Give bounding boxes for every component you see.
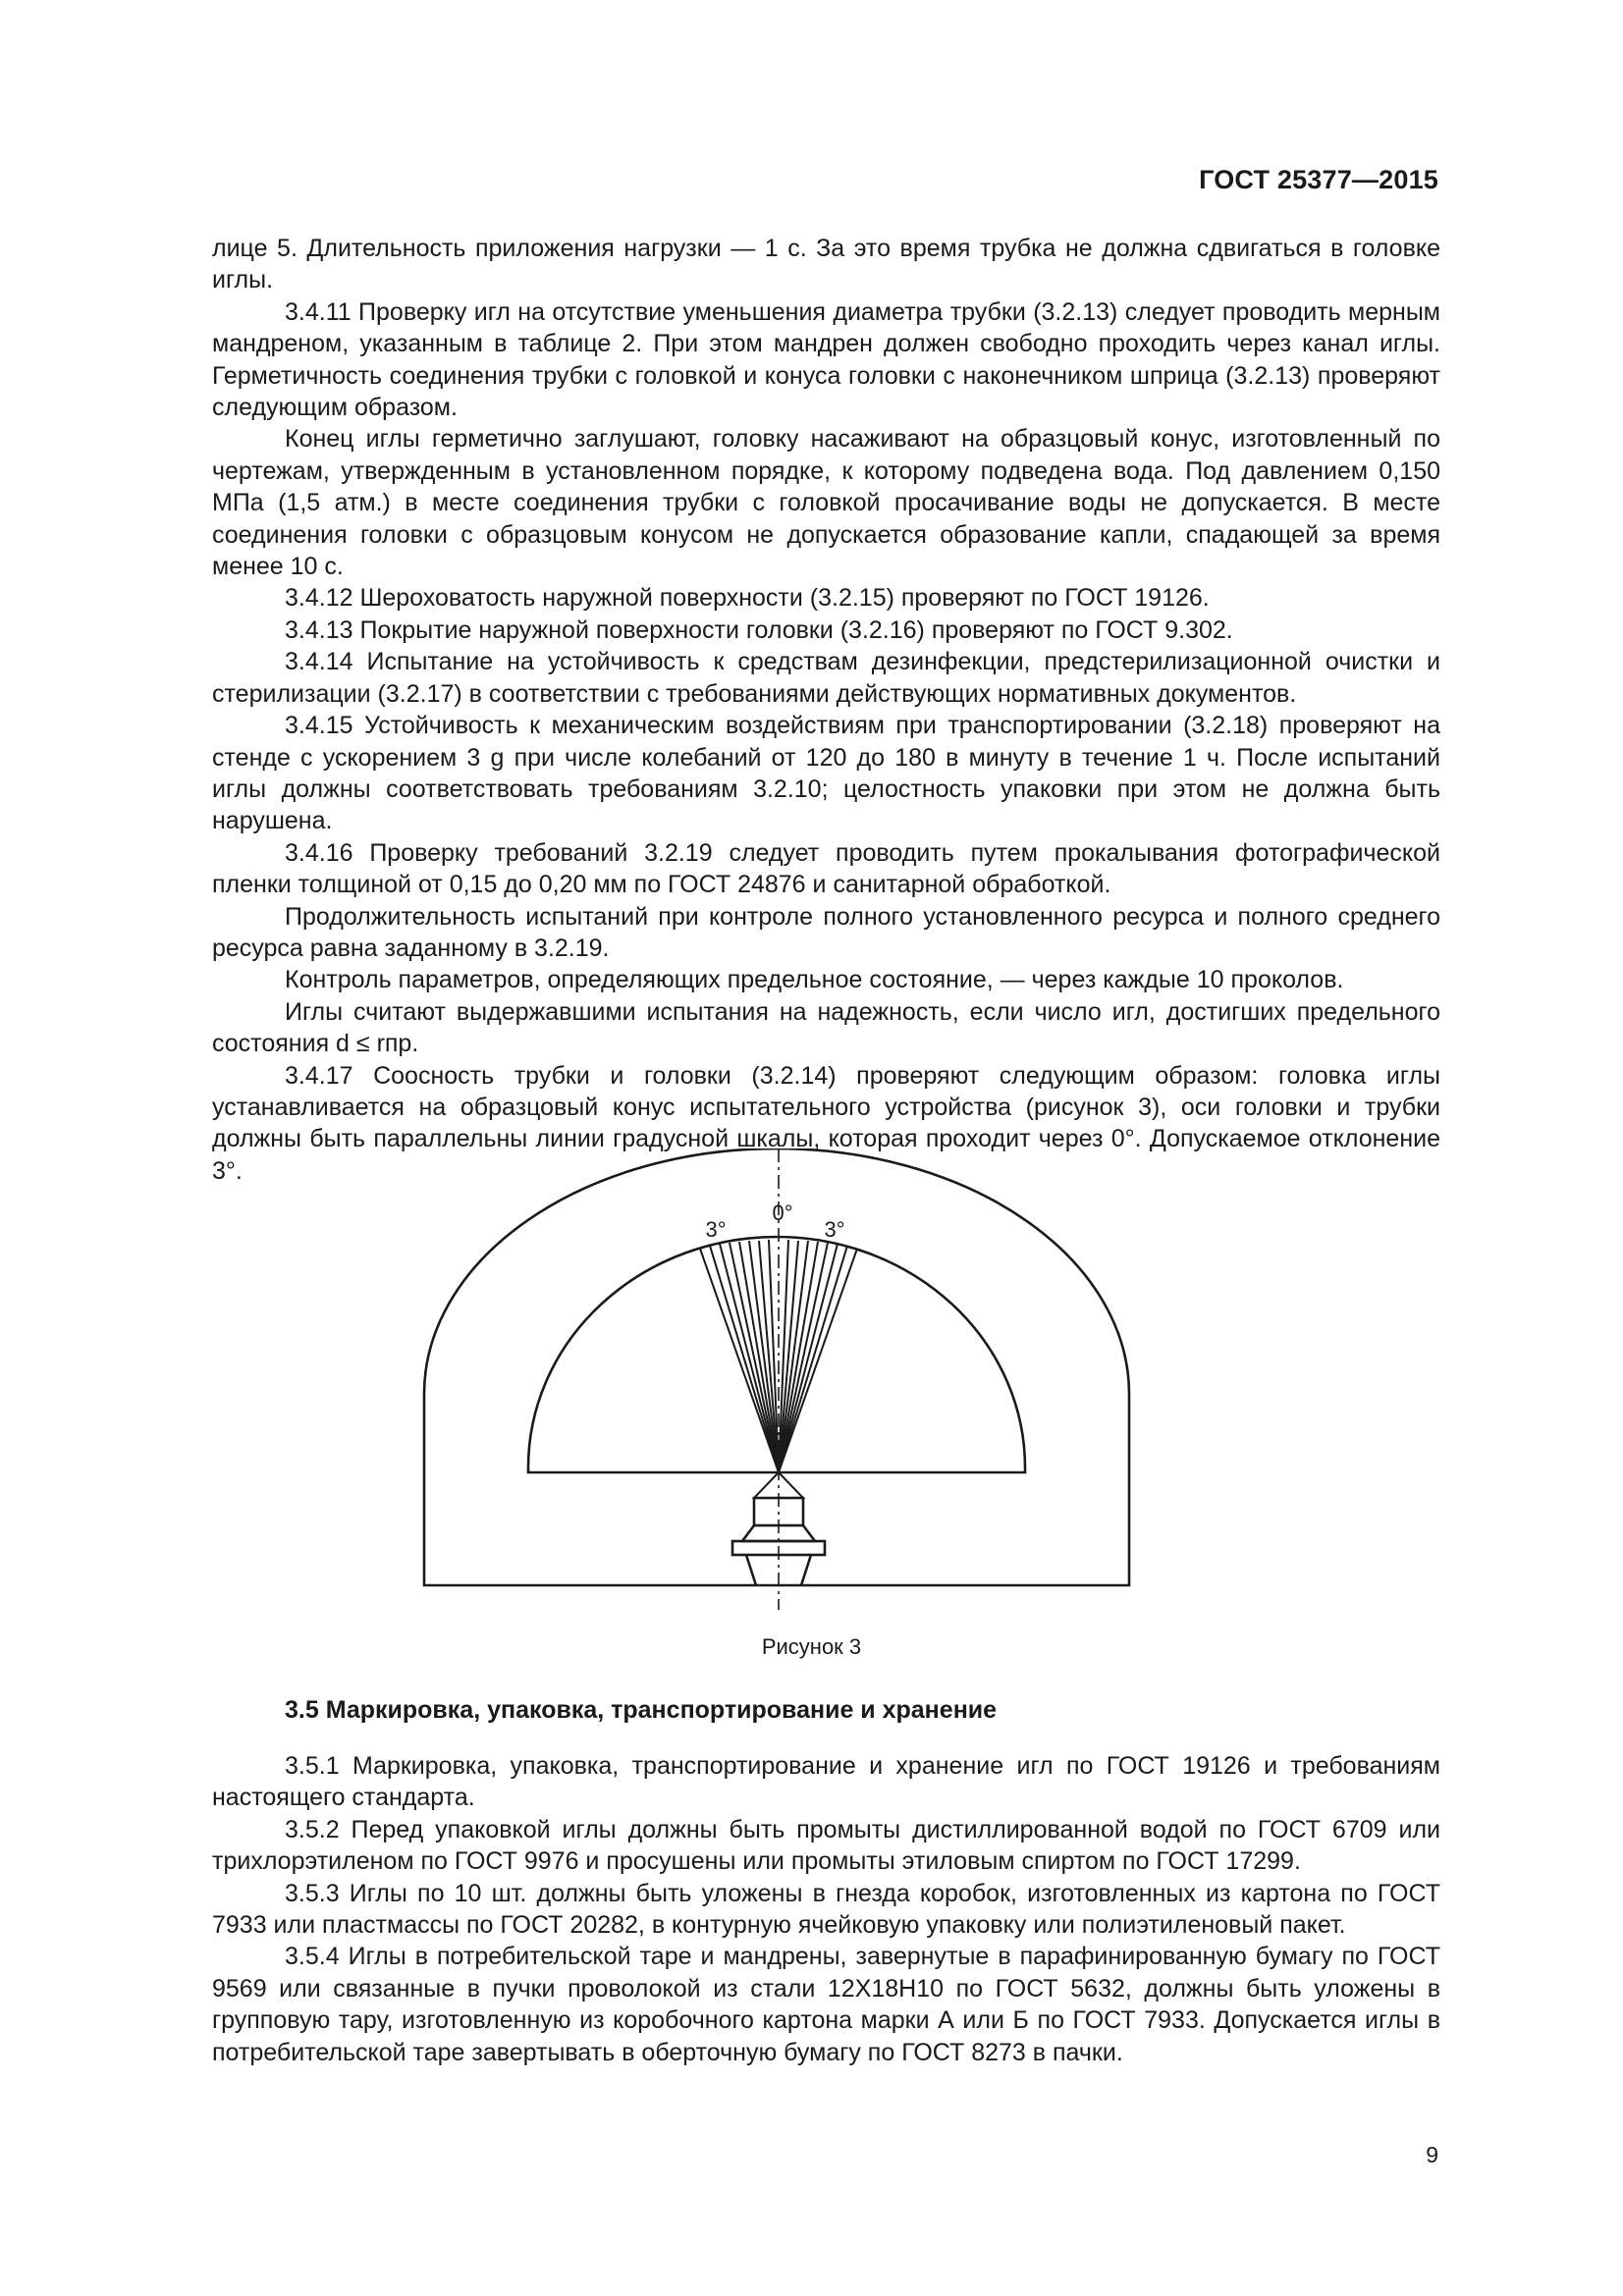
paragraph: 3.5.2 Перед упаковкой иглы должны быть промыты дистиллированной водой по ГОСТ 6709 или трихлорэтиленом по ГОСТ 9976 и просушены или промыты этиловым спиртом по ГОСТ 17299. bbox=[212, 1815, 1440, 1876]
paragraph: Контроль параметров, определяющих предельное состояние, — через каждые 10 проколов. bbox=[285, 966, 1344, 994]
paragraph: 3.4.14 Испытание на устойчивость к средствам дезинфекции, предстерилизационной очистки и стерилизации (3.2.17) в соответствии с требованиями действующих нормативных документов. bbox=[212, 648, 1440, 708]
page-number: 9 bbox=[1426, 2142, 1438, 2167]
paragraph: 3.4.12 Шероховатость наружной поверхности (3.2.15) проверяют по ГОСТ 19126. bbox=[285, 584, 1210, 613]
text-block-top bbox=[212, 233, 1440, 1187]
paragraph: 3.5.4 Иглы в потребительской таре и мандрены, завернутые в парафинированную бумагу по ГОСТ 9569 или связанные в пучки проволокой из стали 12Х18Н10 по ГОСТ 5632, должны быть уложены в групповую тару, изготовленную из коробочного картона марки А или Б по ГОСТ 7933. Допускается иглы в потребительской таре завертывать в оберточную бумагу по ГОСТ 8273 в пачки. bbox=[212, 1943, 1440, 2066]
paragraph: 3.4.11 Проверку игл на отсутствие уменьшения диаметра трубки (3.2.13) следует проводить мерным мандреном, указанным в таблице 2. При этом мандрен должен свободно проходить через канал иглы. Герметичность соединения трубки с головкой и конуса головки с наконечником шприца (3.2.13) проверяют следующим образом. bbox=[212, 297, 1440, 422]
angle-label-right: 3° bbox=[824, 1217, 845, 1242]
paragraph: 3.4.15 Устойчивость к механическим воздействиям при транспортировании (3.2.18) проверяют на стенде с ускорением 3 g при числе колебаний от 120 до 180 в минуту в течение 1 ч. После испытаний иглы должны соответствовать требованиям 3.2.10; целостность упаковки при этом не должна быть нарушена. bbox=[212, 712, 1440, 835]
angle-label-left: 3° bbox=[705, 1217, 727, 1242]
paragraph: 3.5.3 Иглы по 10 шт. должны быть уложены в гнезда коробок, изготовленных из картона по ГОСТ 7933 или пластмассы по ГОСТ 20282, в контурную ячейковую упаковку или полиэтиленовый пакет. bbox=[212, 1879, 1440, 1940]
text-block-bottom bbox=[212, 1750, 1440, 2068]
document-id-header: ГОСТ 25377—2015 bbox=[1199, 165, 1438, 194]
paragraph: 3.4.16 Проверку требований 3.2.19 следует проводить путем прокалывания фотографической пленки толщиной от 0,15 до 0,20 мм по ГОСТ 24876 и санитарной обработкой. bbox=[212, 838, 1440, 899]
paragraph: 3.5.1 Маркировка, упаковка, транспортирование и хранение игл по ГОСТ 19126 и требованиям настоящего стандарта. bbox=[212, 1752, 1440, 1812]
paragraph: лице 5. Длительность приложения нагрузки — 1 с. За это время трубка не должна сдвигаться в головке иглы. bbox=[212, 235, 1440, 294]
angle-label-center: 0° bbox=[772, 1201, 793, 1225]
paragraph: 3.4.17 Соосность трубки и головки (3.2.14) проверяют следующим образом: головка иглы устанавливается на образцовый конус испытательного устройства (рисунок 3), оси головки и трубки должны быть параллельны линии градусной шкалы, которая проходит через 0°. Допускаемое отклонение 3°. bbox=[212, 1061, 1440, 1185]
paragraph: Продолжительность испытаний при контроле полного установленного ресурса и полного среднего ресурса равна заданному в 3.2.19. bbox=[212, 902, 1440, 962]
figure-3-drawing bbox=[412, 1148, 1159, 1610]
section-heading: 3.5 Маркировка, упаковка, транспортирование и хранение bbox=[285, 1696, 998, 1724]
figure-caption: Рисунок 3 bbox=[761, 1634, 862, 1659]
paragraph: Иглы считают выдержавшими испытания на надежность, если число игл, достигших предельного состояния d ≤ rпр. bbox=[212, 997, 1440, 1058]
paragraph: Конец иглы герметично заглушают, головку насаживают на образцовый конус, изготовленный по чертежам, утвержденным в установленном порядке, к которому подведена вода. Под давлением 0,150 МПа (1,5 атм.) в месте соединения трубки с головкой просачивание воды не допускается. В месте соединения головки с образцовым конусом не допускается образование капли, спадающей за время менее 10 с. bbox=[212, 425, 1440, 581]
paragraph: 3.4.13 Покрытие наружной поверхности головки (3.2.16) проверяют по ГОСТ 9.302. bbox=[285, 615, 1233, 644]
